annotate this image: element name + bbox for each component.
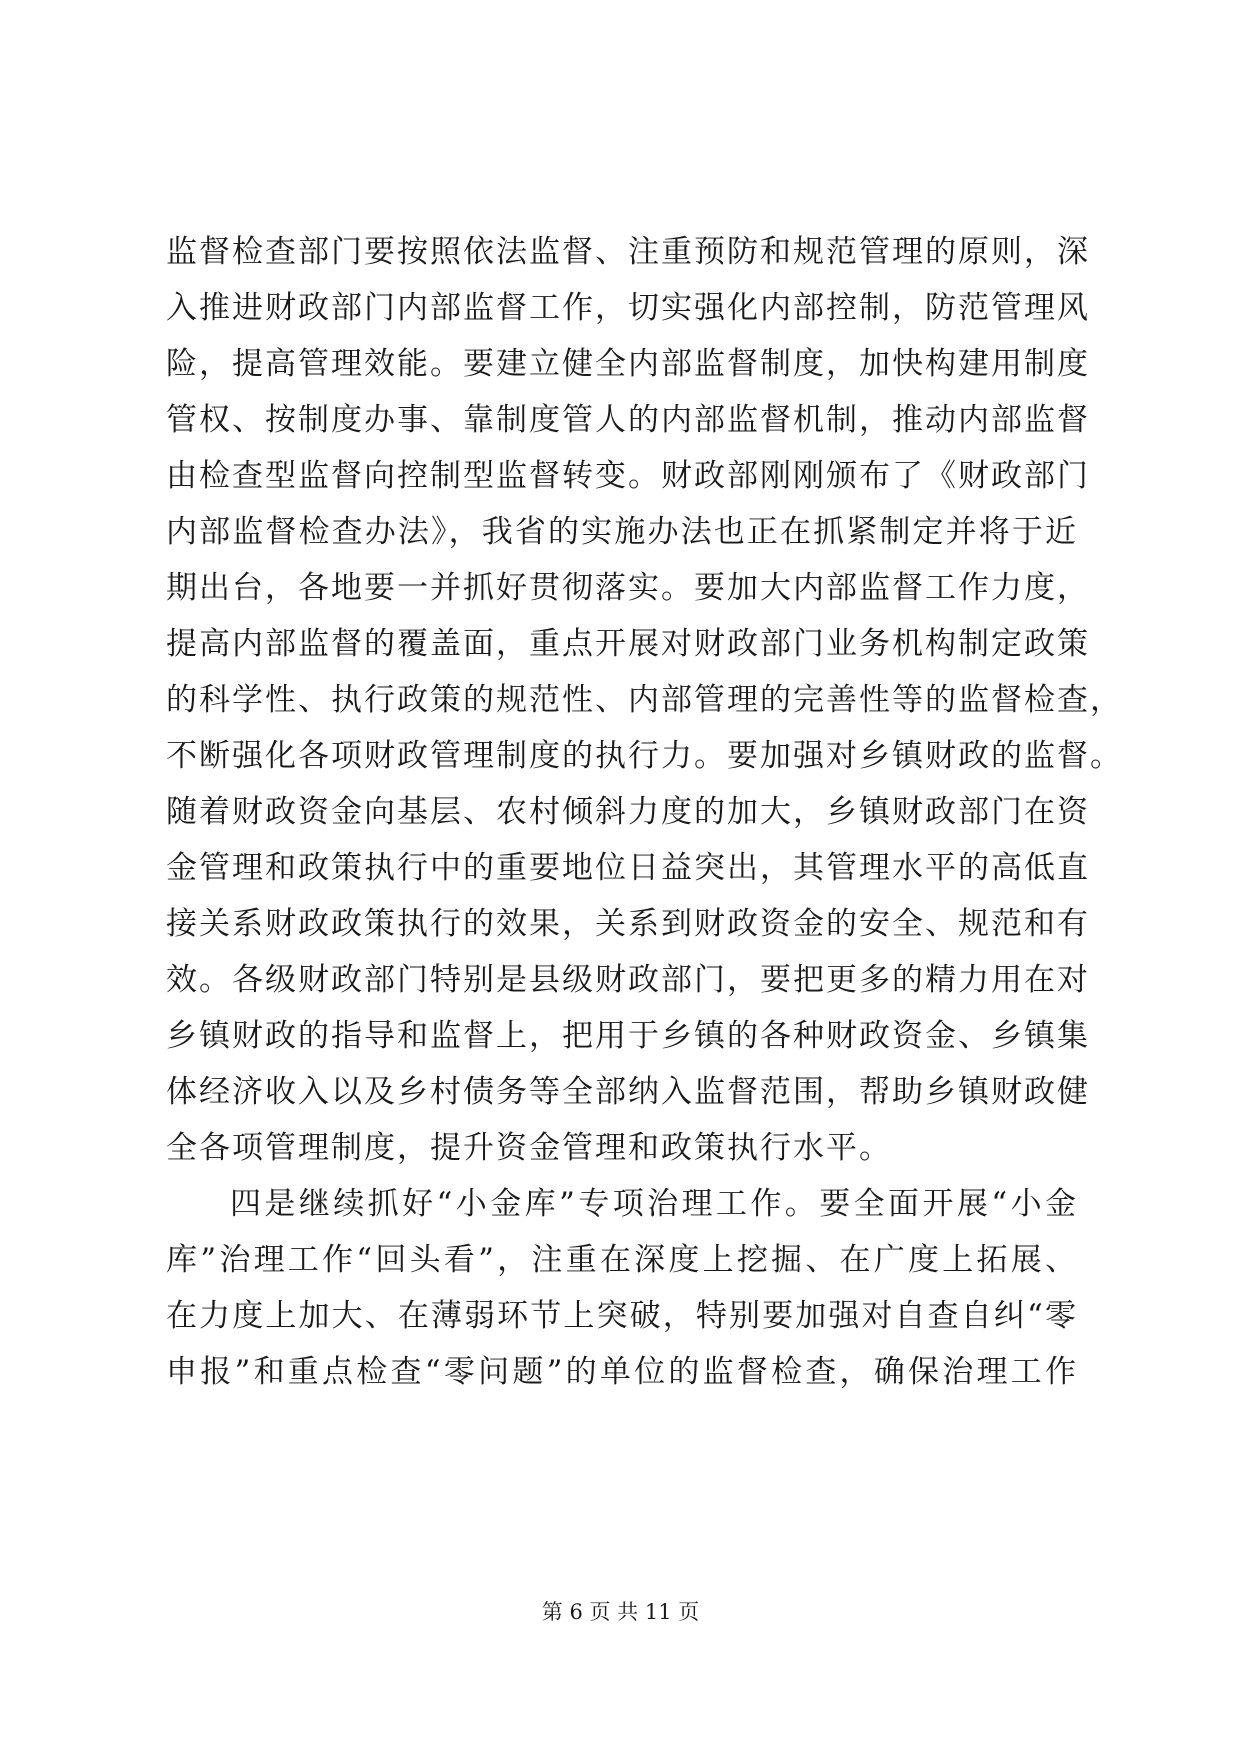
text-line: 效。各级财政部门特别是县级财政部门，要把更多的精力用在对 [166, 962, 1090, 998]
text-line: 由检查型监督向控制型监督转变。财政部刚刚颁布了《财政部门 [166, 458, 1090, 494]
text-line: 期出台，各地要一并抓好贯彻落实。要加大内部监督工作力度， [166, 570, 1090, 606]
text-line: 监督检查部门要按照依法监督、注重预防和规范管理的原则，深 [166, 234, 1090, 270]
text-line: 体经济收入以及乡村债务等全部纳入监督范围，帮助乡镇财政健 [166, 1074, 1090, 1110]
text-line: 管权、按制度办事、靠制度管人的内部监督机制，推动内部监督 [166, 402, 1090, 438]
text-line: 内部监督检查办法》，我省的实施办法也正在抓紧制定并将于近 [166, 514, 1078, 550]
paragraph-first-line: 四是继续抓好“小金库”专项治理工作。要全面开展“小金 [230, 1186, 1078, 1222]
text-line: 接关系财政政策执行的效果，关系到财政资金的安全、规范和有 [166, 906, 1090, 942]
text-line: 全各项管理制度，提升资金管理和政策执行水平。 [166, 1130, 892, 1166]
text-line: 提高内部监督的覆盖面，重点开展对财政部门业务机构制定政策 [166, 626, 1090, 662]
page-footer: 第 6 页 共 11 页 [541, 1600, 700, 1624]
text-line: 乡镇财政的指导和监督上，把用于乡镇的各种财政资金、乡镇集 [166, 1018, 1090, 1054]
text-line: 险，提高管理效能。要建立健全内部监督制度，加快构建用制度 [166, 346, 1090, 382]
text-line: 金管理和政策执行中的重要地位日益突出，其管理水平的高低直 [166, 850, 1090, 886]
text-line: 随着财政资金向基层、农村倾斜力度的加大，乡镇财政部门在资 [166, 794, 1090, 830]
text-line: 库”治理工作“回头看”，注重在深度上挖掘、在广度上拓展、 [166, 1242, 1078, 1278]
text-line: 入推进财政部门内部监督工作，切实强化内部控制，防范管理风 [166, 290, 1090, 326]
text-line: 的科学性、执行政策的规范性、内部管理的完善性等的监督检查， [166, 682, 1123, 718]
text-line: 在力度上加大、在薄弱环节上突破，特别要加强对自查自纠“零 [166, 1298, 1078, 1334]
text-line: 申报”和重点检查“零问题”的单位的监督检查，确保治理工作 [166, 1354, 1078, 1390]
text-line: 不断强化各项财政管理制度的执行力。要加强对乡镇财政的监督。 [166, 738, 1123, 774]
